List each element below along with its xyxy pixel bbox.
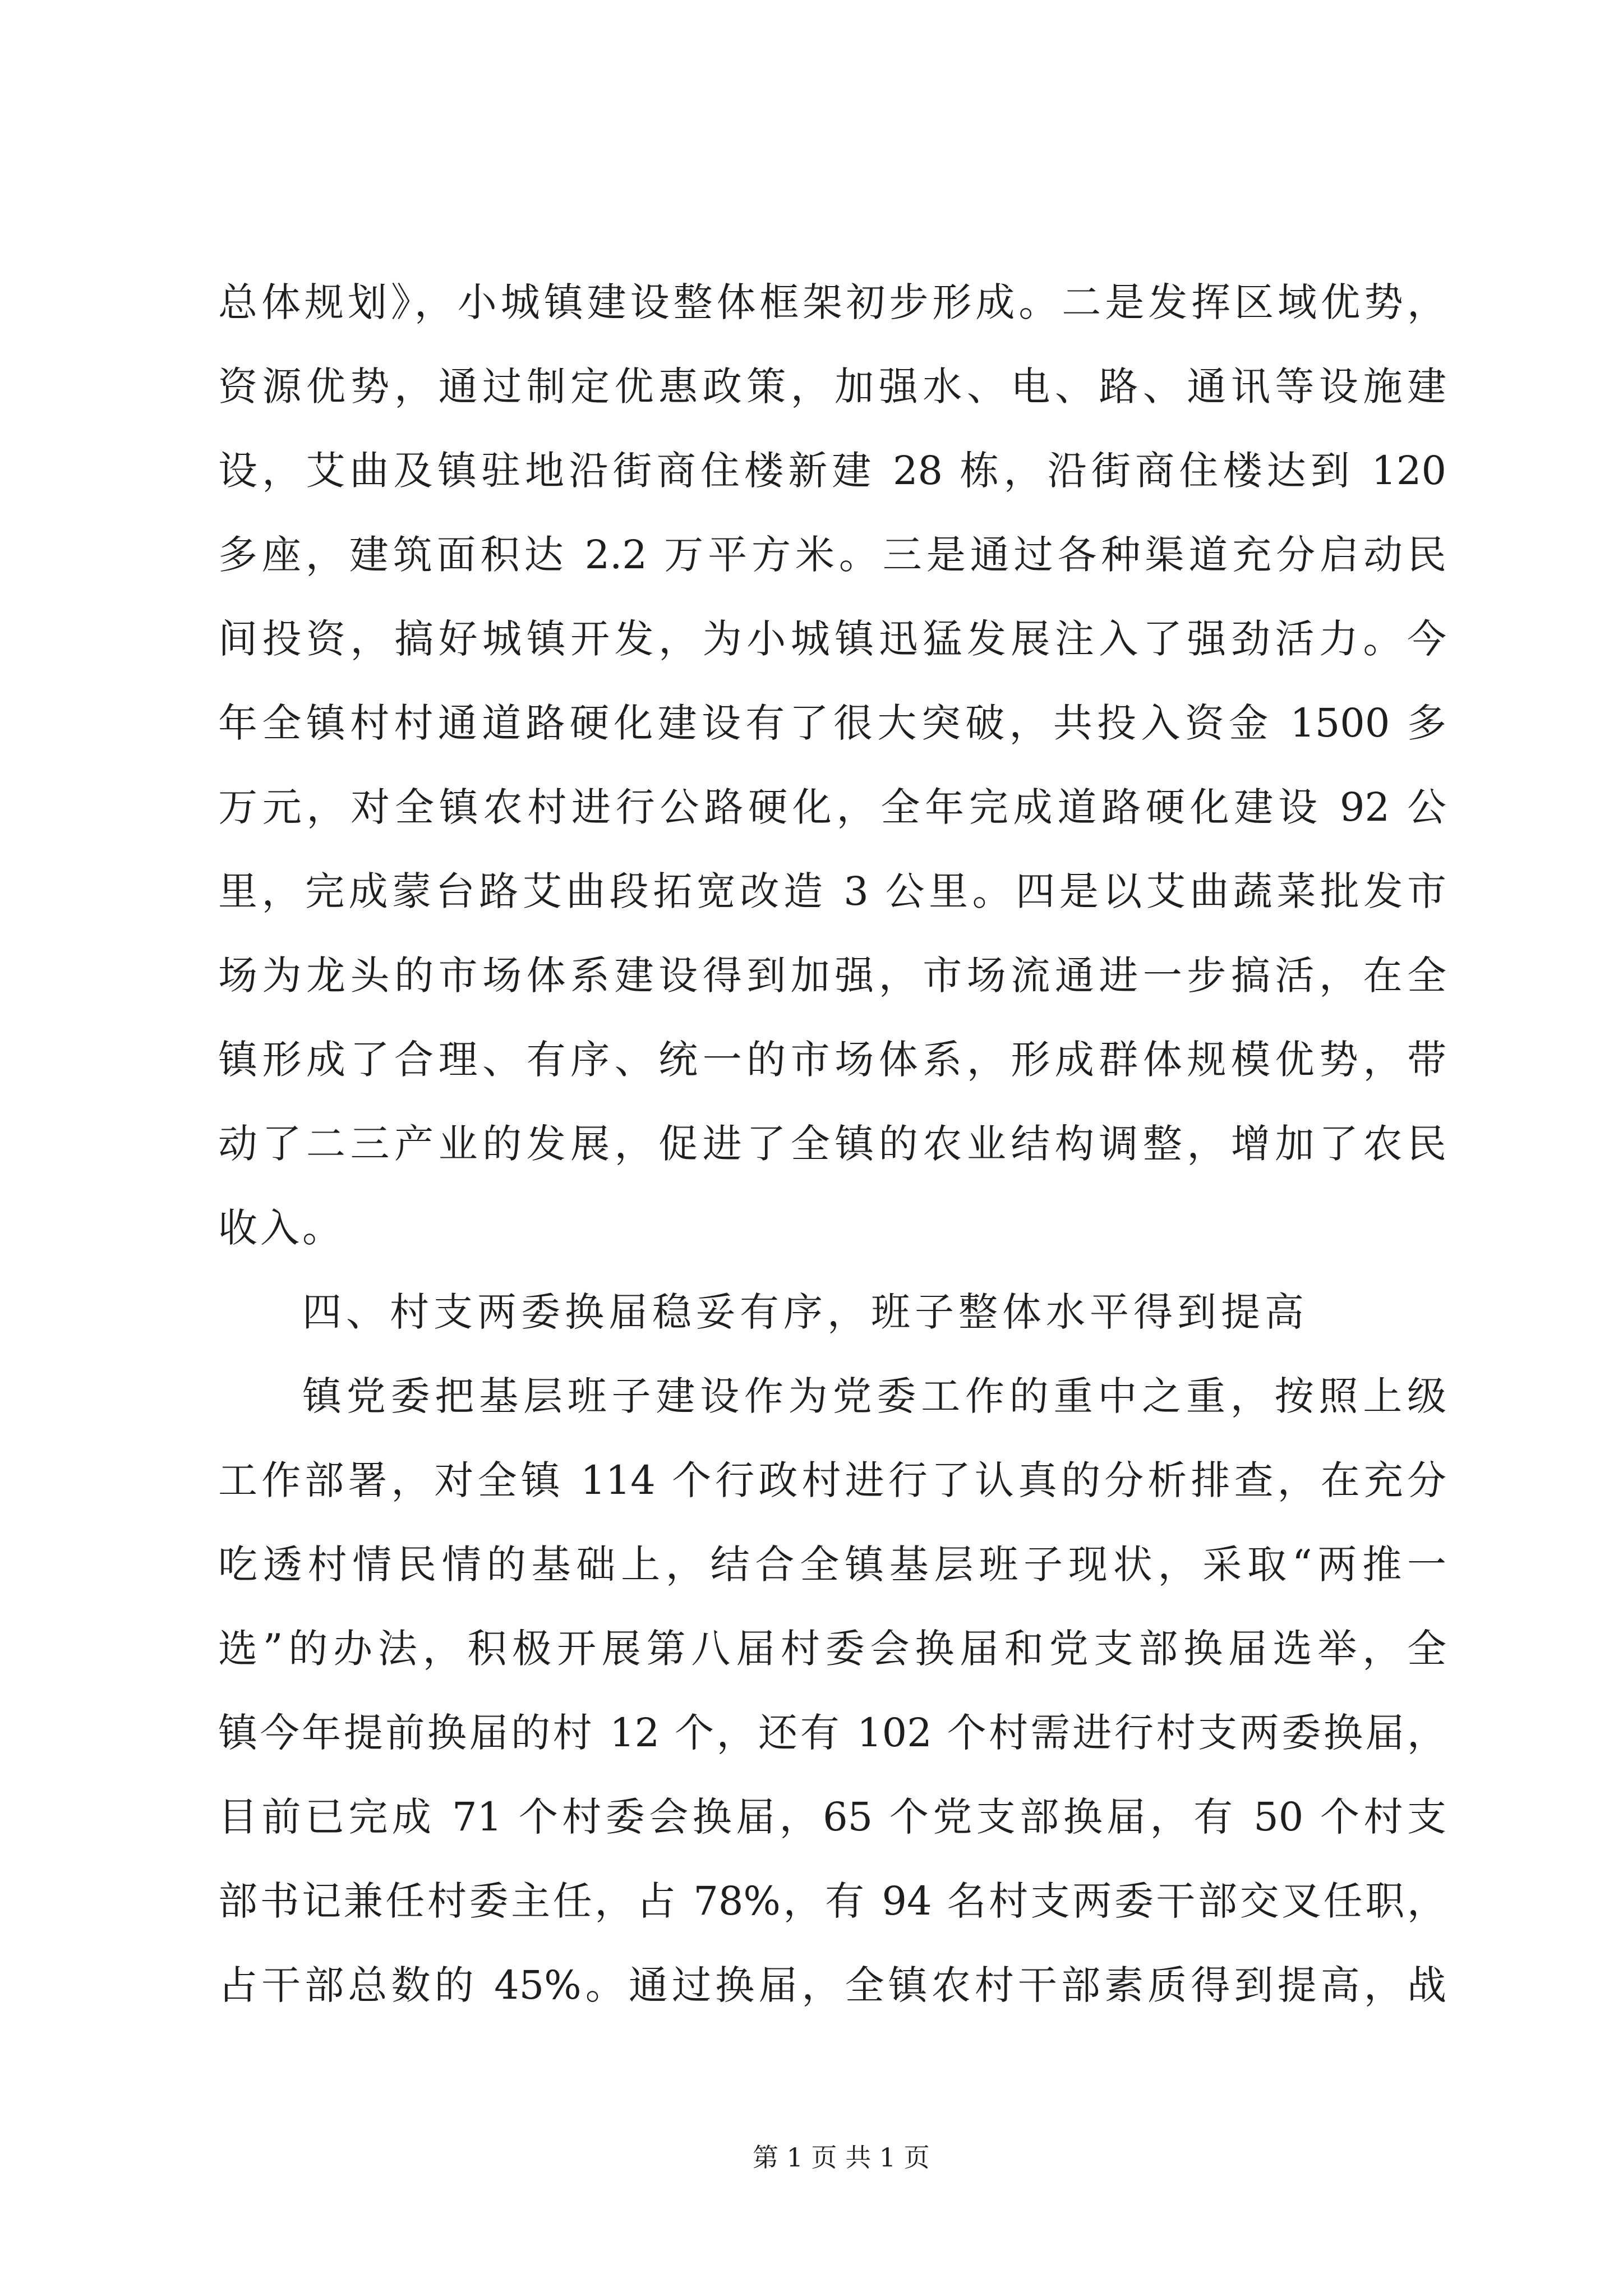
paragraph-line: 选”的办法，积极开展第八届村委会换届和党支部换届选举，全 [218, 1626, 1446, 1672]
paragraph-line: 设，艾曲及镇驻地沿街商住楼新建 28 栋，沿街商住楼达到 120 [218, 448, 1446, 494]
paragraph-line: 场为龙头的市场体系建设得到加强，市场流通进一步搞活，在全 [218, 953, 1446, 999]
paragraph-line: 收入。 [218, 1205, 344, 1251]
section-heading: 四、村支两委换届稳妥有序，班子整体水平得到提高 [302, 1289, 1308, 1335]
paragraph-line: 镇今年提前换届的村 12 个，还有 102 个村需进行村支两委换届， [218, 1710, 1446, 1756]
paragraph-line: 年全镇村村通道路硬化建设有了很大突破，共投入资金 1500 多 [218, 700, 1446, 746]
paragraph-line: 部书记兼任村委主任，占 78%，有 94 名村支两委干部交叉任职， [218, 1878, 1446, 1924]
paragraph-line: 资源优势，通过制定优惠政策，加强水、电、路、通讯等设施建 [218, 364, 1446, 409]
paragraph-line: 万元，对全镇农村进行公路硬化，全年完成道路硬化建设 92 公 [218, 784, 1446, 830]
paragraph-line: 目前已完成 71 个村委会换届，65 个党支部换届，有 50 个村支 [218, 1794, 1446, 1840]
paragraph-line: 吃透村情民情的基础上，结合全镇基层班子现状，采取“两推一 [218, 1542, 1446, 1588]
paragraph-line: 动了二三产业的发展，促进了全镇的农业结构调整，增加了农民 [218, 1121, 1446, 1167]
paragraph-line: 镇党委把基层班子建设作为党委工作的重中之重，按照上级 [302, 1373, 1446, 1419]
paragraph-line: 镇形成了合理、有序、统一的市场体系，形成群体规模优势，带 [218, 1037, 1446, 1083]
paragraph-line: 占干部总数的 45%。通过换届，全镇农村干部素质得到提高，战 [218, 1962, 1446, 2008]
paragraph [218, 1354, 1446, 2027]
paragraph-line: 里，完成蒙台路艾曲段拓宽改造 3 公里。四是以艾曲蔬菜批发市 [218, 868, 1446, 914]
paragraph-line: 总体规划》，小城镇建设整体框架初步形成。二是发挥区域优势， [218, 279, 1446, 325]
paragraph-line: 多座，建筑面积达 2.2 万平方米。三是通过各种渠道充分启动民 [218, 532, 1446, 578]
document-body [218, 260, 1446, 2027]
paragraph-line: 工作部署，对全镇 114 个行政村进行了认真的分析排查，在充分 [218, 1457, 1446, 1503]
page-number-footer: 第 1 页 共 1 页 [753, 2142, 930, 2173]
paragraph-line: 间投资，搞好城镇开发，为小城镇迅猛发展注入了强劲活力。今 [218, 616, 1446, 662]
paragraph [218, 260, 1446, 1270]
